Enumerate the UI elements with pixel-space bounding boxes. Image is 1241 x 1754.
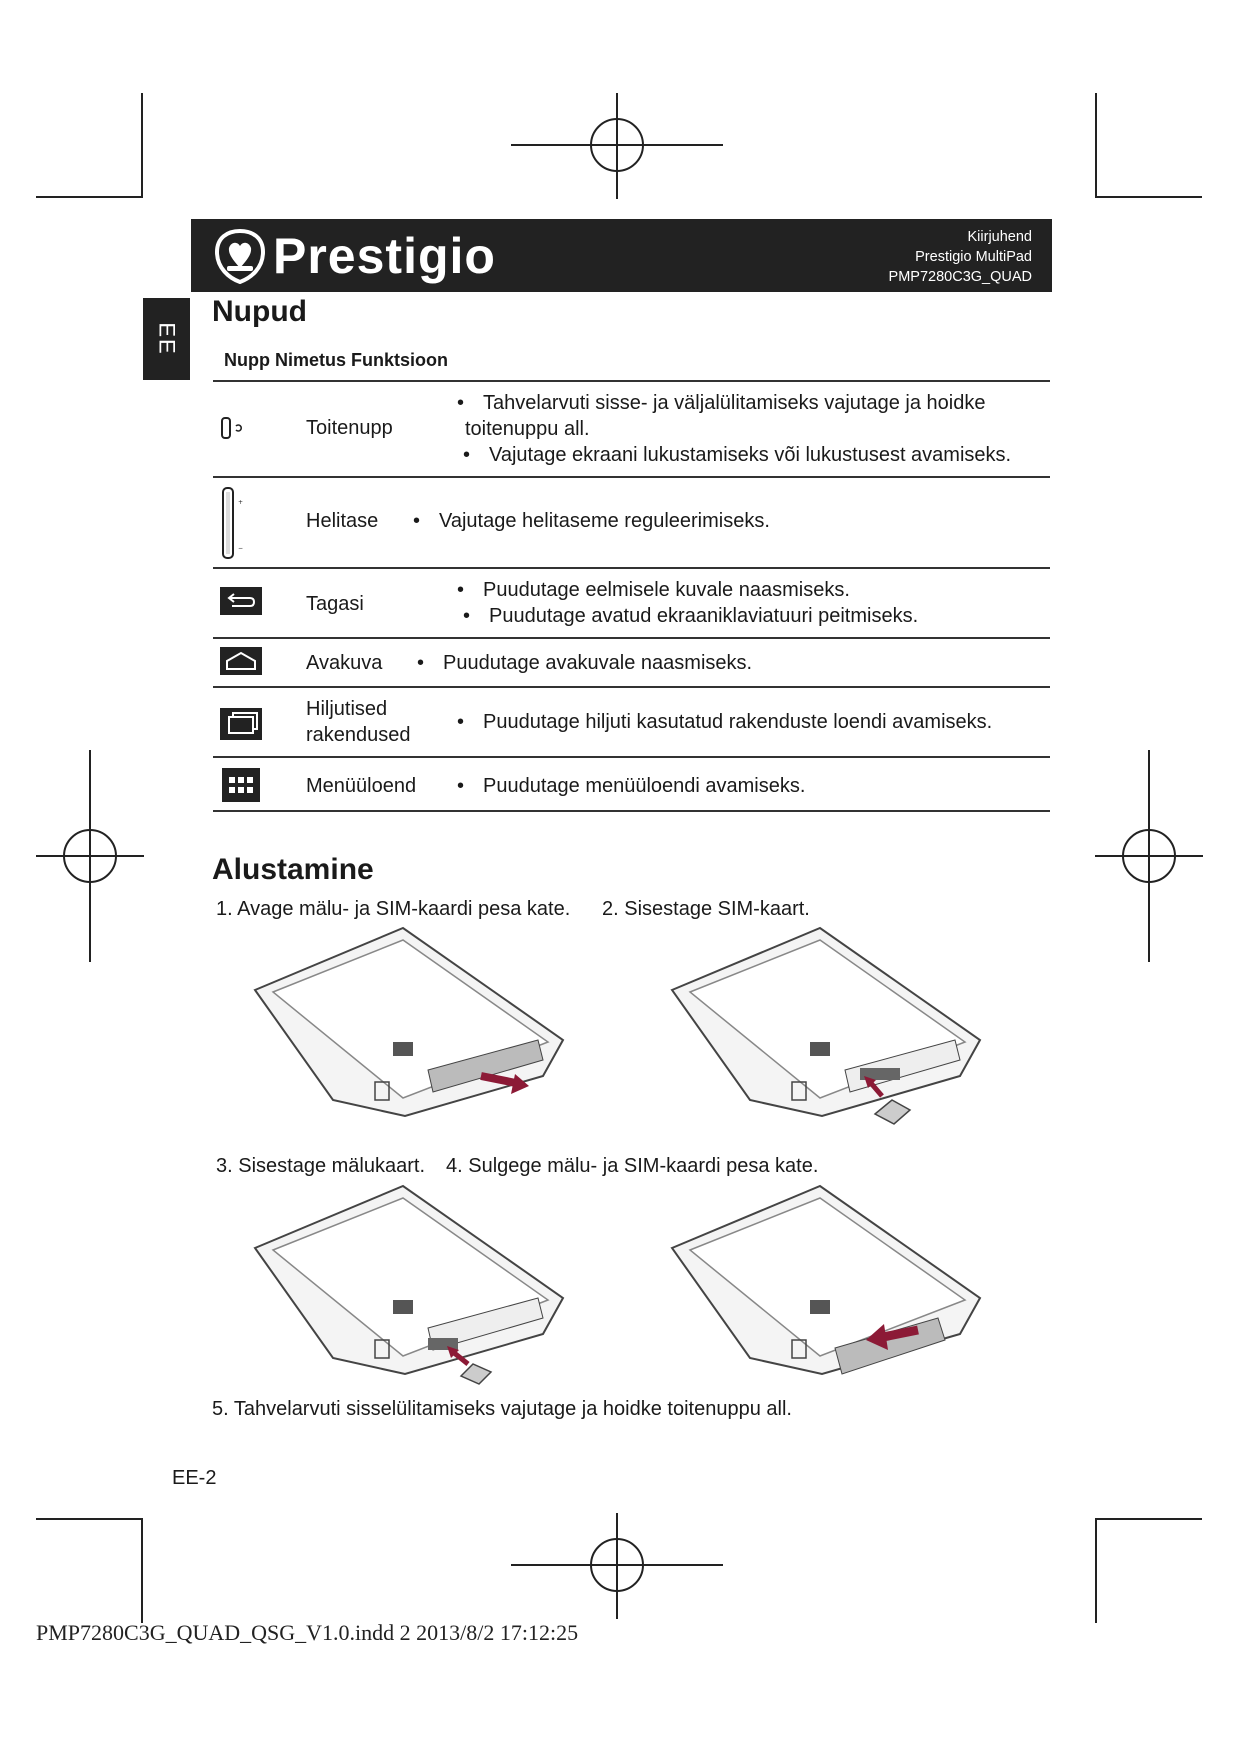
crop-mark <box>36 196 143 198</box>
back-icon <box>220 587 262 615</box>
tablet-close-cover-illustration <box>670 1178 1010 1403</box>
crop-mark <box>36 1518 143 1520</box>
power-button-icon <box>220 416 250 440</box>
tablet-insert-sim-illustration <box>670 920 1010 1145</box>
model-name: PMP7280C3G_QUAD <box>888 269 1032 285</box>
crop-mark <box>1095 93 1097 197</box>
registration-mark-top <box>511 93 723 199</box>
function-text: • Puudutage hiljuti kasutatud rakenduste loendi avamiseks. <box>483 711 992 734</box>
button-name: Avakuva <box>306 652 383 674</box>
table-row <box>213 569 1050 637</box>
function-text: • Vajutage helitaseme reguleerimiseks. <box>439 510 770 533</box>
crop-mark <box>1095 196 1202 198</box>
registration-mark-right <box>1095 750 1203 962</box>
registration-mark-left <box>36 750 144 962</box>
header-band <box>191 219 1052 292</box>
button-name-line1: Hiljutised <box>306 698 388 720</box>
tablet-open-cover-illustration <box>253 920 593 1145</box>
button-name: Menüüloend <box>306 775 417 797</box>
header-info <box>889 227 1032 287</box>
registration-mark-bottom <box>511 1513 723 1619</box>
function-text: • Puudutage avakuvale naasmiseks. <box>443 652 752 675</box>
function-text: • Vajutage ekraani lukustamiseks või lukustusest avamiseks. <box>489 444 1011 467</box>
table-row <box>213 382 1050 476</box>
volume-button-icon <box>220 486 250 560</box>
language-tab: EE <box>143 298 190 380</box>
crop-mark <box>141 1518 143 1623</box>
step-text: 3. Sisestage mälukaart. <box>216 1155 425 1177</box>
svg-text:+: + <box>238 499 244 506</box>
function-text: • Puudutage eelmisele kuvale naasmiseks. <box>483 579 850 602</box>
button-name: Toitenupp <box>306 417 393 439</box>
button-name: Helitase <box>306 510 379 532</box>
tablet-insert-memory-card-illustration <box>253 1178 593 1403</box>
section-title-buttons: Nupud <box>212 295 307 328</box>
step-text: 4. Sulgege mälu- ja SIM-kaardi pesa kate. <box>446 1155 819 1177</box>
brand-logo <box>213 227 496 285</box>
step-text: 2. Sisestage SIM-kaart. <box>602 898 810 920</box>
table-row <box>213 758 1050 810</box>
crop-mark <box>1095 1518 1202 1520</box>
step-text: 5. Tahvelarvuti sisselülitamiseks vajutage ja hoidke toitenuppu all. <box>212 1398 792 1420</box>
doc-type: Kiirjuhend <box>967 229 1032 245</box>
function-text-cont: toitenuppu all. <box>465 418 590 440</box>
button-name: Tagasi <box>306 593 364 615</box>
table-row <box>213 478 1050 567</box>
crop-mark <box>1095 1518 1097 1623</box>
function-text: • Puudutage menüüloendi avamiseks. <box>483 775 805 798</box>
function-text: • Puudutage avatud ekraaniklaviatuuri peitmiseks. <box>489 605 918 628</box>
section-title-getting-started: Alustamine <box>212 853 374 886</box>
page-number: EE-2 <box>172 1467 217 1489</box>
table-row <box>213 639 1050 686</box>
home-icon <box>220 647 262 675</box>
function-text: • Tahvelarvuti sisse- ja väljalülitamiseks vajutage ja hoidke <box>483 392 985 415</box>
button-name-line2: rakendused <box>306 724 411 746</box>
brand-name: Prestigio <box>273 228 496 284</box>
menu-list-icon <box>222 768 260 802</box>
step-text: 1. Avage mälu- ja SIM-kaardi pesa kate. <box>216 898 571 920</box>
prestigio-crest-icon <box>213 228 267 284</box>
table-row <box>213 688 1050 756</box>
recent-apps-icon <box>220 708 262 740</box>
print-slug: PMP7280C3G_QUAD_QSG_V1.0.indd 2 2013/8/2 17:12:25 <box>36 1620 579 1645</box>
svg-text:−: − <box>238 545 244 552</box>
table-header: Nupp Nimetus Funktsioon <box>224 350 448 370</box>
crop-mark <box>141 93 143 197</box>
product-name: Prestigio MultiPad <box>915 249 1032 265</box>
table-divider <box>213 810 1050 812</box>
